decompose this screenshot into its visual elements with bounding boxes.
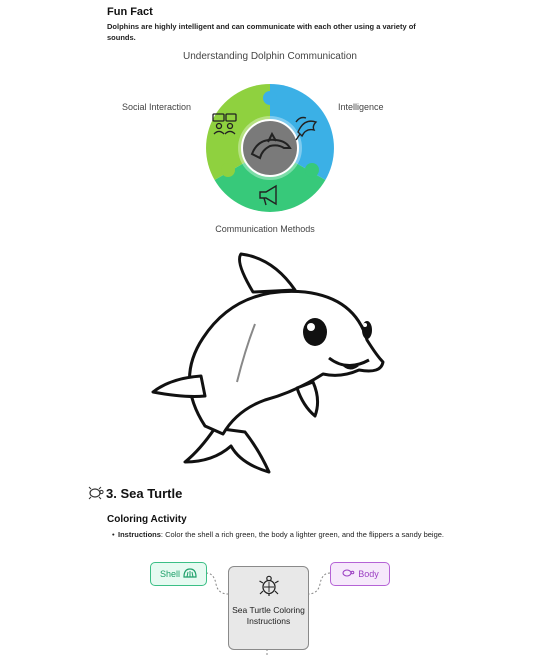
shell-icon	[183, 567, 197, 581]
activity-heading: Coloring Activity	[107, 514, 187, 525]
turtle-icon	[86, 486, 104, 500]
shell-node	[150, 562, 207, 586]
center-label: Sea Turtle Coloring Instructions	[232, 605, 305, 626]
turtle-small-icon	[341, 568, 355, 580]
body-node	[330, 562, 390, 586]
fun-fact-text: Dolphins are highly intelligent and can communicate with each other using a variety of sounds.	[107, 22, 416, 42]
diagram-title: Understanding Dolphin Communication	[183, 51, 357, 62]
section-title: 3. Sea Turtle	[106, 486, 183, 501]
body-label: Body	[358, 569, 379, 579]
center-node	[228, 566, 309, 650]
communication-ring-diagram	[200, 78, 340, 218]
fun-fact-heading: Fun Fact	[107, 6, 153, 18]
sea-turtle-icon	[258, 575, 280, 602]
label-intelligence: Intelligence	[338, 102, 384, 112]
instruction-list-item: • Instructions: Color the shell a rich green, the body a lighter green, and the flippers a sandy beige.	[112, 530, 445, 539]
dolphin-coloring-illustration	[145, 250, 390, 475]
label-social-interaction: Social Interaction	[122, 102, 192, 112]
shell-label: Shell	[159, 569, 180, 579]
label-communication-methods: Communication Methods	[215, 224, 315, 234]
instructions-label: Instructions	[118, 530, 161, 539]
instructions-text: : Color the shell a rich green, the body a lighter green, and the flippers a sandy beige.	[160, 530, 445, 539]
